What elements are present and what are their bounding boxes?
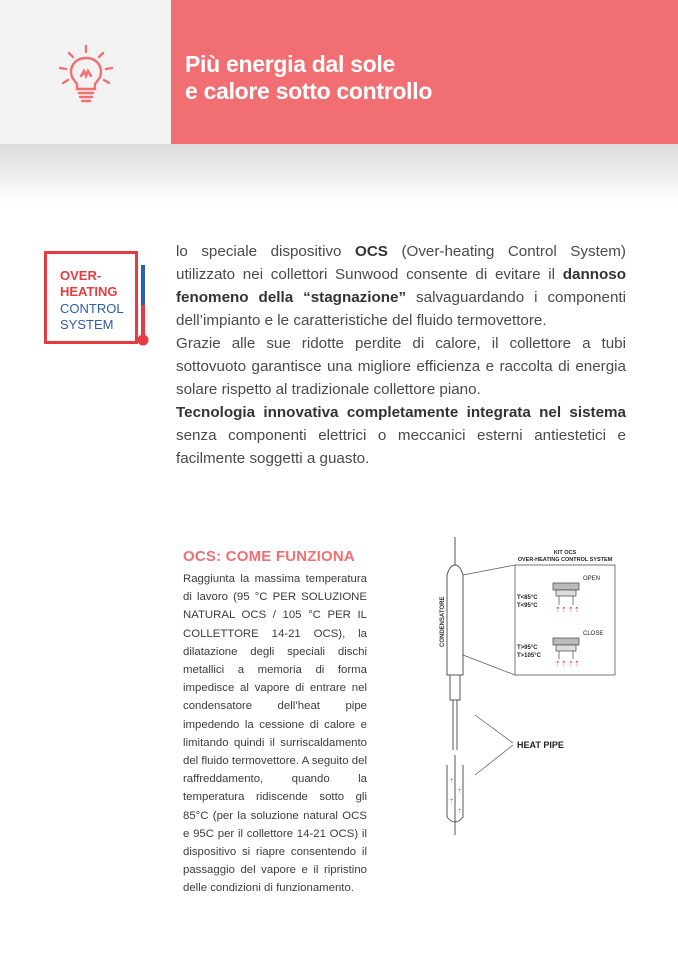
svg-text:⇡: ⇡	[555, 607, 561, 614]
svg-text:⇡: ⇡	[449, 799, 455, 805]
intro-p3-b: senza componenti elettrici o meccanici esterni antiestetici e facilmente soggetti a guasto.	[176, 427, 626, 467]
intro-p1-e: salvaguardando i componenti dell’impianto e le caratteristiche del fluido termovettore.	[176, 289, 626, 329]
svg-text:⇡: ⇡	[561, 607, 567, 614]
intro-paragraph-3	[176, 401, 626, 470]
header-left-panel	[0, 0, 171, 144]
ocs-diagram	[405, 535, 630, 840]
section-title: OCS: COME FUNZIONA	[183, 548, 355, 565]
kit-subtitle: OVER-HEATING CONTROL SYSTEM	[517, 557, 613, 563]
intro-text	[176, 240, 626, 470]
ocs-logo-line2: HEATING	[60, 284, 118, 299]
header-banner	[171, 0, 678, 144]
svg-text:⇡: ⇡	[449, 779, 455, 785]
header-shadow	[0, 144, 678, 204]
intro-p3-bold: Tecnologia innovativa completamente integrata nel sistema	[176, 404, 626, 421]
ocs-logo-line4: SYSTEM	[60, 317, 114, 332]
intro-p1-a: lo speciale dispositivo	[176, 243, 356, 260]
svg-text:⇡: ⇡	[574, 607, 580, 614]
heat-pipe-label: HEAT PIPE	[517, 740, 564, 750]
page-title-line2: e calore sotto controllo	[185, 78, 433, 104]
intro-paragraph-1	[176, 240, 626, 332]
intro-p1-c: (Over-heating Control System) utilizzato nei collettori Sunwood consente di evitare il	[176, 243, 626, 283]
svg-text:⇡: ⇡	[555, 661, 561, 668]
ocs-logo	[44, 251, 150, 350]
close-temp-1: T>95°C	[517, 645, 538, 651]
leader-lines	[463, 565, 515, 775]
close-label: CLOSE	[583, 631, 604, 637]
open-arrows	[555, 606, 580, 614]
ocs-logo-line1: OVER-	[60, 268, 102, 283]
svg-text:⇡: ⇡	[568, 607, 574, 614]
section-body	[183, 570, 367, 898]
svg-text:⇡: ⇡	[457, 789, 463, 795]
ocs-logo-line3: CONTROL	[60, 301, 124, 316]
open-temp-2: T<95°C	[517, 603, 538, 609]
intro-paragraph-2: Grazie alle sue ridotte perdite di calore, il collettore a tubi sottovuoto garantisce una migliore efficienza e raccolta di energia solare rispetto al tradizionale collettore piano.	[176, 335, 626, 398]
page-title	[185, 51, 665, 105]
intro-p1-stagnazione: dannoso fenomeno della “stagnazione”	[176, 266, 626, 306]
intro-p1-ocs: OCS	[355, 243, 388, 260]
svg-text:⇡: ⇡	[568, 661, 574, 668]
svg-text:⇡: ⇡	[561, 661, 567, 668]
svg-text:⇡: ⇡	[457, 809, 463, 815]
svg-text:⇡: ⇡	[574, 661, 580, 668]
close-arrows	[555, 660, 580, 668]
page-title-line1: Più energia dal sole	[185, 51, 396, 77]
condensatore-label: CONDENSATORE	[440, 596, 446, 647]
kit-title: KIT OCS	[553, 550, 577, 556]
open-temp-1: T<85°C	[517, 595, 538, 601]
close-temp-2: T>105°C	[517, 653, 541, 659]
thermometer-icon	[136, 265, 150, 347]
lightbulb-icon	[55, 44, 117, 106]
open-label: OPEN	[583, 576, 601, 582]
section-body-text: Raggiunta la massima temperatura di lavoro (95 °C PER SOLUZIONE NATURAL OCS / 105 °C PER IL COLLETTORE 14-21 OCS), la dilatazione degli speciali dischi metallici a memoria di forma impedisce al vapore di entrare nel condensatore dell’heat pipe impedendo la cessione di calore e limitando quindi il surriscaldamento del fluido termovettore. A seguito del raffreddamento, quando la temperatura ridiscende sotto gli 85°C (per la soluzione natural OCS e 95C per il collettore 14-21 OCS) il dispositivo si riapre consentendo il passaggio del vapore e il ripristino delle condizioni di funzionamento.	[183, 573, 367, 895]
heat-pipe-arrows	[449, 778, 462, 815]
